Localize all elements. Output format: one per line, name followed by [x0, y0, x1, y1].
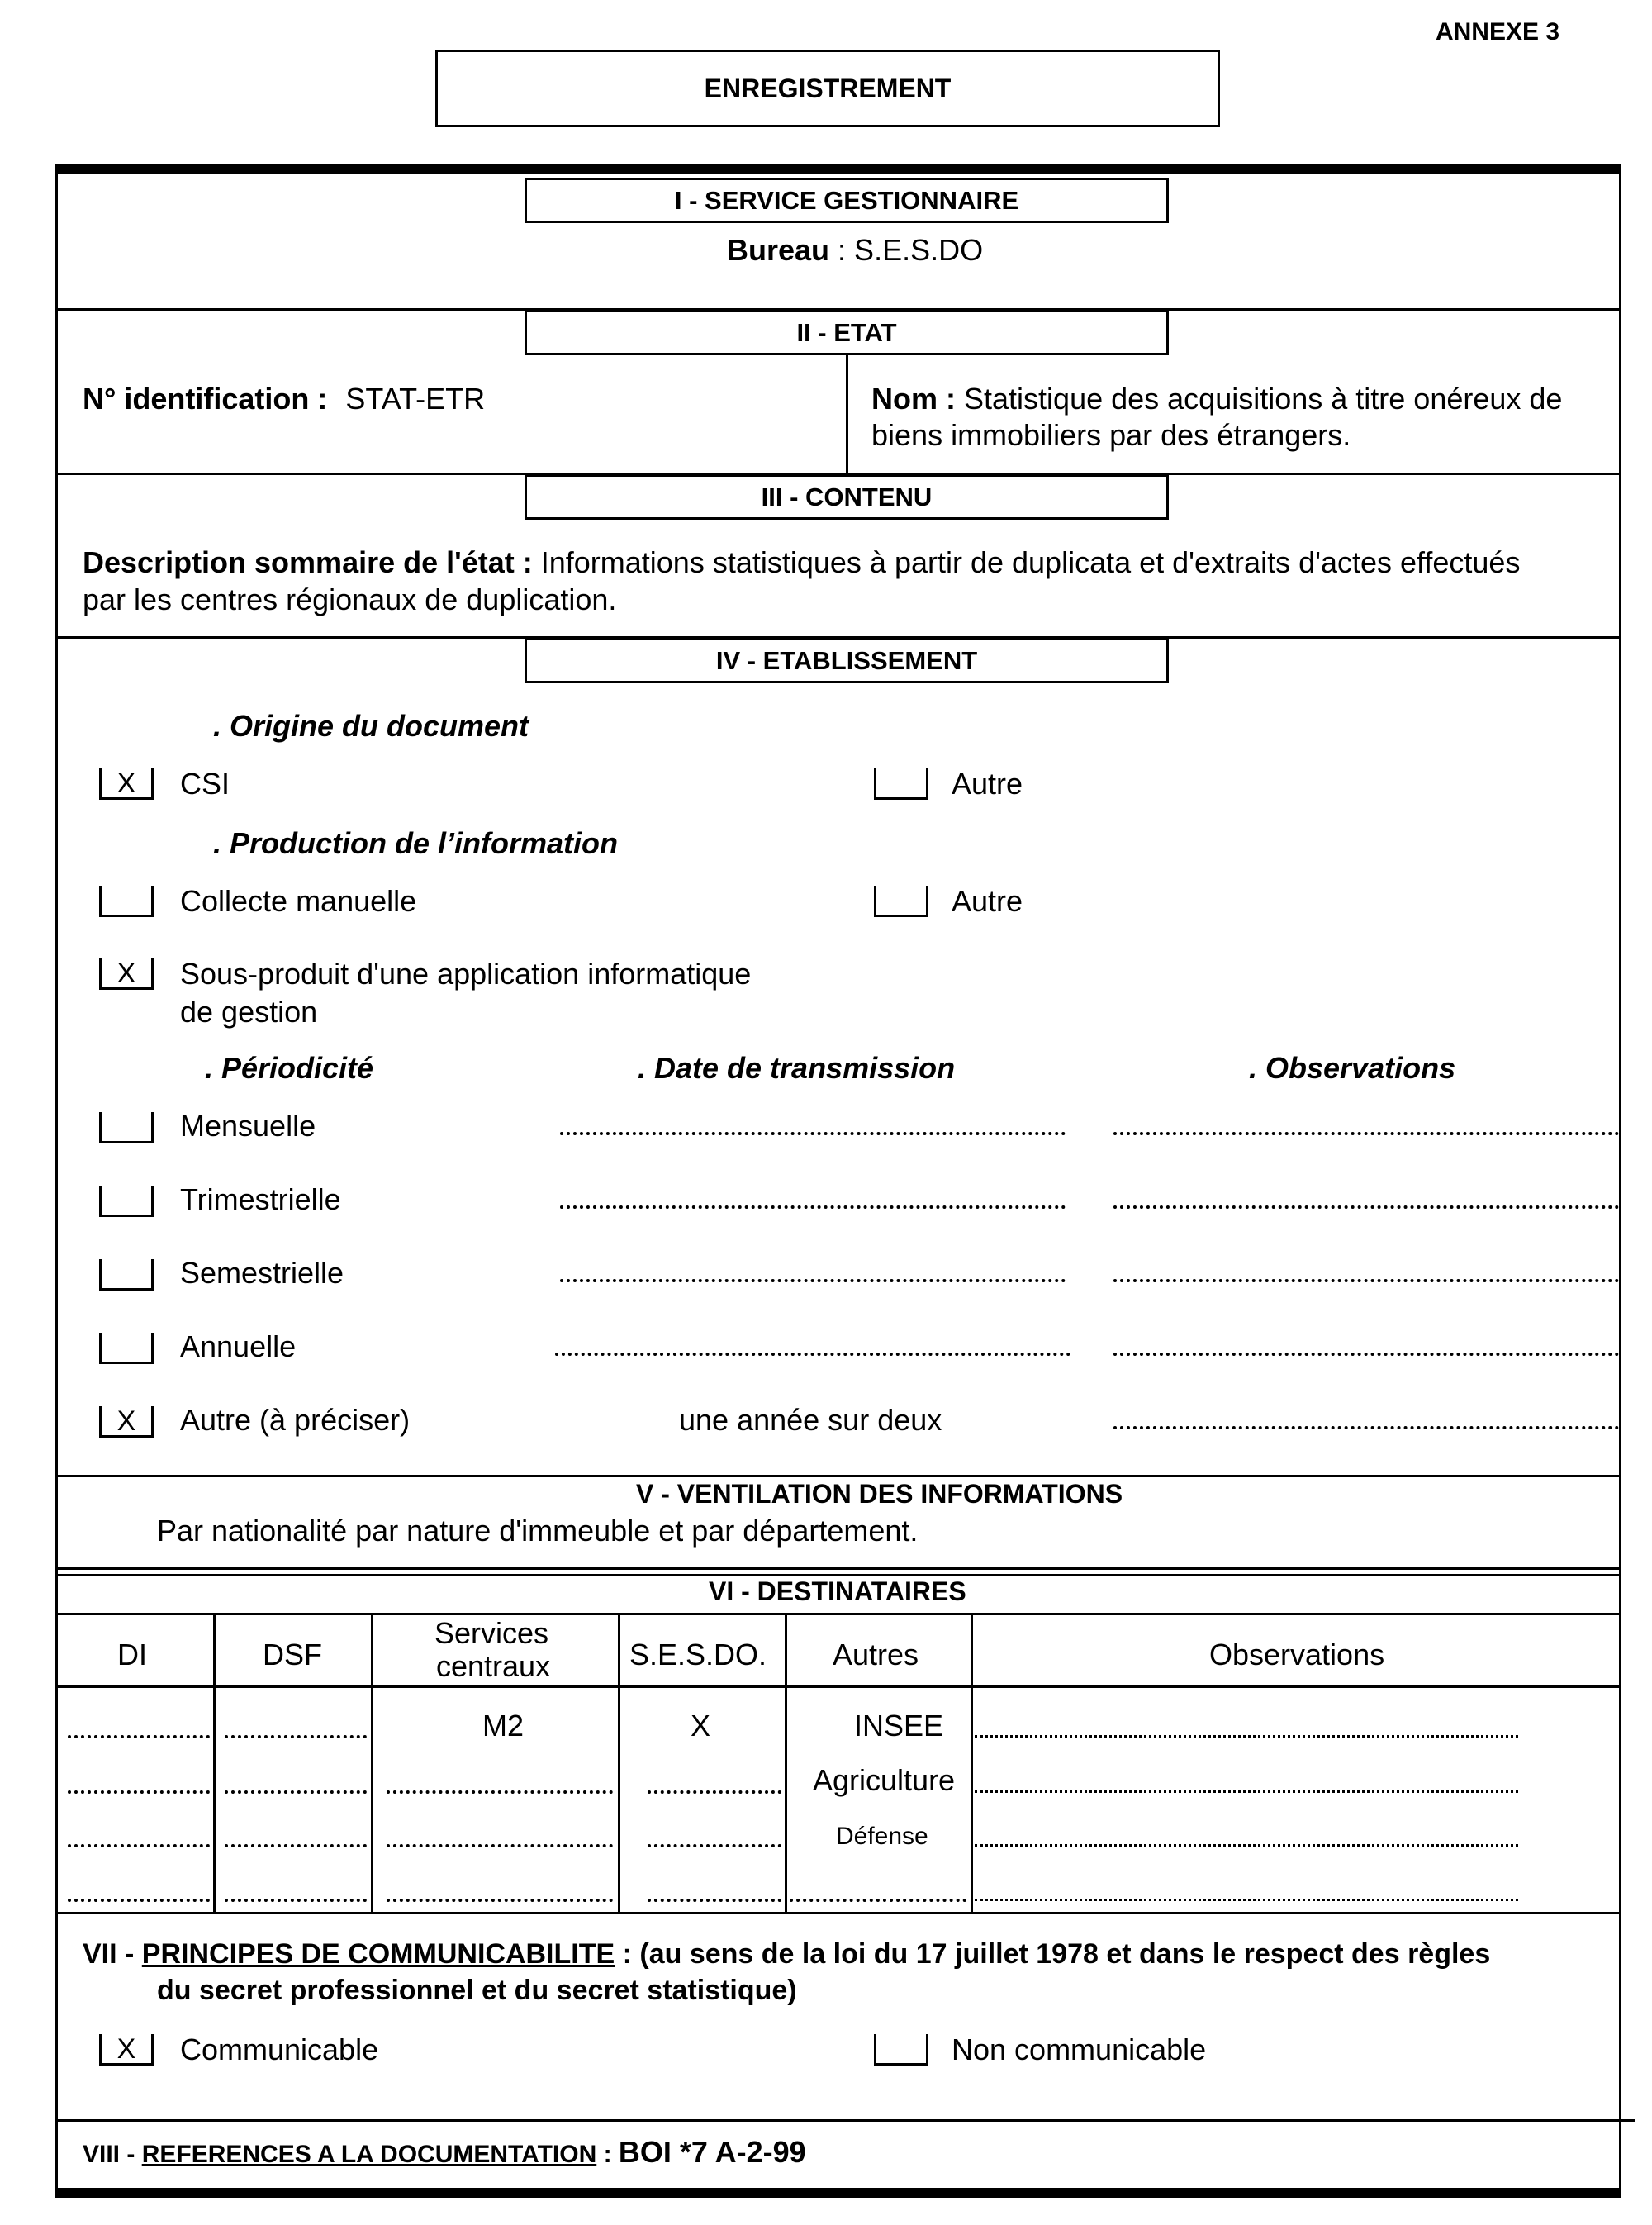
sousproduit-checkbox[interactable]: X: [99, 958, 154, 990]
annuelle-label: Annuelle: [180, 1329, 297, 1363]
collecte-label: Collecte manuelle: [180, 884, 417, 918]
nom-line-1: [871, 382, 1562, 416]
sesdo-field[interactable]: [648, 1899, 781, 1902]
references-value: BOI *7 A-2-99: [618, 2135, 806, 2169]
observation-field[interactable]: [1113, 1353, 1619, 1356]
bureau-line: [727, 233, 983, 268]
section-7-title: PRINCIPES DE COMMUNICABILITE: [141, 1938, 615, 1970]
section-7-prefix: VII -: [83, 1938, 135, 1970]
services-field[interactable]: [387, 1899, 613, 1902]
date-field[interactable]: [555, 1353, 1070, 1356]
communicabilite-text-2: du secret professionnel et du secret statistique): [157, 1975, 797, 2006]
observation-field[interactable]: [975, 1844, 1518, 1847]
observation-field[interactable]: [1113, 1279, 1619, 1282]
identification-value: STAT-ETR: [345, 382, 486, 416]
production-autre-checkbox[interactable]: [874, 886, 928, 917]
column-divider: [213, 1613, 216, 1913]
annexe-label: ANNEXE 3: [1435, 18, 1559, 45]
observation-field[interactable]: [975, 1790, 1518, 1793]
services-value: M2: [482, 1709, 525, 1742]
divider: [55, 1685, 1621, 1688]
autre-periode-date: une année sur deux: [679, 1403, 942, 1437]
di-field[interactable]: [68, 1899, 210, 1902]
csi-checkbox[interactable]: X: [99, 768, 154, 800]
semestrielle-label: Semestrielle: [180, 1256, 344, 1290]
communicable-label: Communicable: [180, 2032, 379, 2066]
column-divider: [785, 1613, 787, 1913]
sousproduit-label-1: Sous-produit d'une application informatique: [180, 957, 752, 991]
bureau-label: Bureau: [727, 233, 830, 267]
non-communicable-checkbox[interactable]: [874, 2034, 928, 2066]
section-1-header: I - SERVICE GESTIONNAIRE: [525, 178, 1169, 223]
section-3-header: III - CONTENU: [525, 474, 1169, 520]
autre-periode-label: Autre (à préciser): [180, 1403, 411, 1437]
description-value-2: par les centres régionaux de duplication.: [83, 582, 617, 616]
identification-line: [83, 382, 485, 416]
sesdo-field[interactable]: [648, 1790, 781, 1794]
column-divider: [971, 1613, 973, 1913]
communicabilite-text-1: : (au sens de la loi du 17 juillet 1978 et dans le respect des règles: [615, 1938, 1491, 1970]
column-observations: Observations: [1209, 1638, 1385, 1671]
section-6-header: VI - DESTINATAIRES: [709, 1576, 966, 1606]
services-field[interactable]: [387, 1790, 613, 1794]
communicable-checkbox[interactable]: X: [99, 2034, 154, 2066]
periodicite-title: . Périodicité: [205, 1051, 374, 1085]
description-label: Description sommaire de l'état :: [83, 545, 533, 579]
column-di: DI: [117, 1638, 147, 1671]
di-field[interactable]: [68, 1735, 210, 1738]
observation-field[interactable]: [975, 1735, 1518, 1738]
column-services-1: Services: [434, 1616, 549, 1650]
divider: [55, 1475, 1621, 1477]
column-services-2: centraux: [436, 1649, 551, 1683]
mensuelle-checkbox[interactable]: [99, 1112, 154, 1143]
section-8-title: REFERENCES A LA DOCUMENTATION: [141, 2141, 597, 2168]
production-title: . Production de l’information: [213, 826, 618, 860]
sesdo-field[interactable]: [648, 1844, 781, 1847]
references-line: [83, 2135, 806, 2170]
identification-label: N° identification :: [83, 382, 328, 416]
divider: [55, 2119, 1635, 2122]
autres-defense: Défense: [836, 1823, 928, 1850]
csi-label: CSI: [180, 767, 230, 801]
sousproduit-label-2: de gestion: [180, 995, 318, 1029]
trimestrielle-label: Trimestrielle: [180, 1182, 341, 1216]
section-8-prefix: VIII -: [83, 2141, 135, 2168]
divider-vertical: [846, 355, 848, 473]
nom-label: Nom :: [871, 382, 956, 416]
bureau-value: : S.E.S.DO: [838, 233, 984, 267]
dsf-field[interactable]: [225, 1790, 367, 1794]
divider: [55, 1613, 1621, 1615]
date-title: . Date de transmission: [638, 1051, 956, 1085]
non-communicable-label: Non communicable: [952, 2032, 1207, 2066]
observation-field[interactable]: [1113, 1205, 1619, 1209]
description-value-1: Informations statistiques à partir de duplicata et d'extraits d'actes effectués: [540, 545, 1521, 579]
dsf-field[interactable]: [225, 1899, 367, 1902]
dsf-field[interactable]: [225, 1735, 367, 1738]
production-autre-label: Autre: [952, 884, 1023, 918]
column-autres: Autres: [833, 1638, 919, 1671]
collecte-checkbox[interactable]: [99, 886, 154, 917]
column-sesdo: S.E.S.DO.: [629, 1638, 767, 1671]
origine-title: . Origine du document: [213, 709, 529, 743]
origine-autre-checkbox[interactable]: [874, 768, 928, 800]
section-5-header: V - VENTILATION DES INFORMATIONS: [636, 1479, 1123, 1509]
annuelle-checkbox[interactable]: [99, 1333, 154, 1364]
observation-field[interactable]: [1113, 1132, 1619, 1135]
ventilation-text: Par nationalité par nature d'immeuble et par département.: [157, 1514, 919, 1548]
section-2-header: II - ETAT: [525, 310, 1169, 355]
dsf-field[interactable]: [225, 1844, 367, 1847]
nom-value-1: Statistique des acquisitions à titre onéreux de: [964, 382, 1563, 416]
semestrielle-checkbox[interactable]: [99, 1259, 154, 1291]
autres-agriculture: Agriculture: [813, 1763, 956, 1797]
services-field[interactable]: [387, 1844, 613, 1847]
date-field[interactable]: [560, 1132, 1066, 1135]
column-divider: [371, 1613, 373, 1913]
date-field[interactable]: [560, 1205, 1066, 1209]
communicabilite-line-1: [83, 1938, 1490, 1971]
divider: [55, 1567, 1621, 1570]
section-4-header: IV - ETABLISSEMENT: [525, 638, 1169, 683]
form-title: ENREGISTREMENT: [435, 50, 1220, 127]
autre-periode-checkbox[interactable]: X: [99, 1406, 154, 1438]
di-field[interactable]: [68, 1790, 210, 1794]
origine-autre-label: Autre: [952, 767, 1023, 801]
column-divider: [618, 1613, 620, 1913]
observation-field[interactable]: [975, 1899, 1518, 1901]
observation-field[interactable]: [1113, 1426, 1619, 1429]
autres-insee: INSEE: [854, 1709, 944, 1742]
description-line-1: [83, 545, 1520, 580]
sesdo-value: X: [691, 1709, 711, 1742]
section-8-sep: :: [596, 2141, 612, 2168]
observations-title: . Observations: [1249, 1051, 1456, 1085]
divider: [55, 1912, 1621, 1914]
di-field[interactable]: [68, 1844, 210, 1847]
nom-value-2: biens immobiliers par des étrangers.: [871, 418, 1351, 452]
mensuelle-label: Mensuelle: [180, 1109, 316, 1143]
form-frame: [55, 164, 1621, 2198]
trimestrielle-checkbox[interactable]: [99, 1186, 154, 1217]
date-field[interactable]: [560, 1279, 1066, 1282]
column-dsf: DSF: [263, 1638, 322, 1671]
autres-field[interactable]: [790, 1899, 966, 1902]
